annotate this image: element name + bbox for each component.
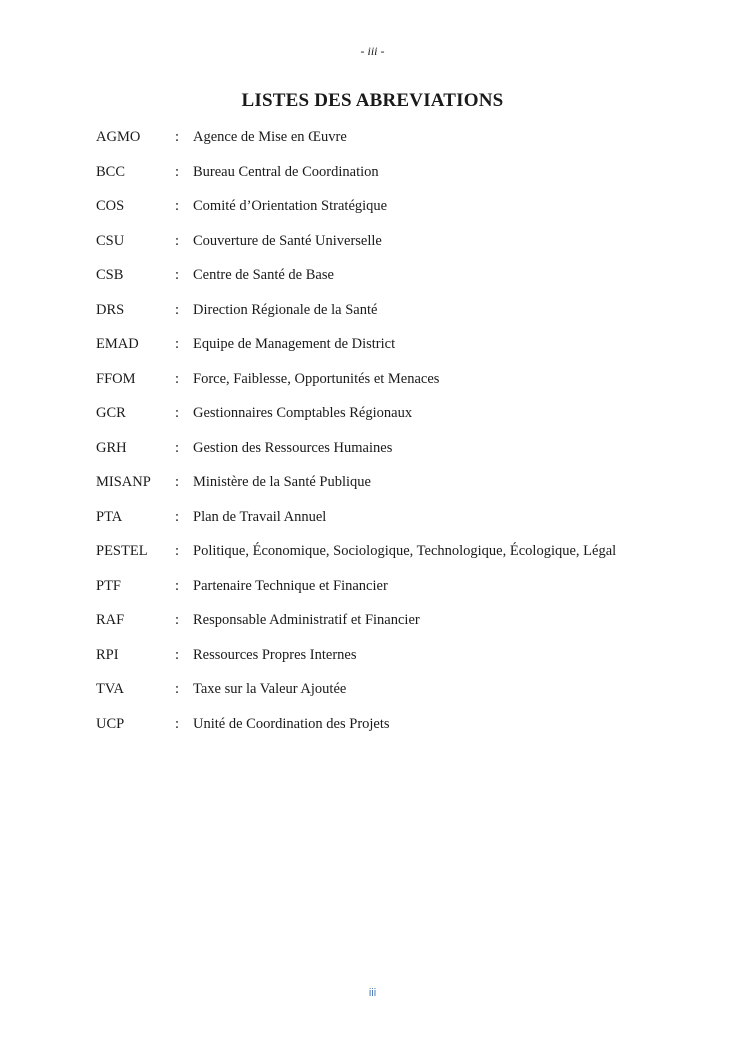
separator: : bbox=[175, 336, 180, 352]
abbreviation-code: CSU bbox=[96, 232, 125, 249]
abbreviation-definition: Ministère de la Santé Publique bbox=[193, 474, 371, 490]
abbreviation-definition: Responsable Administratif et Financier bbox=[193, 612, 420, 628]
separator: : bbox=[175, 612, 180, 628]
separator: : bbox=[175, 198, 180, 214]
separator: : bbox=[175, 232, 180, 249]
page-number-footer: iii bbox=[368, 987, 377, 999]
abbreviation-code: EMAD bbox=[96, 336, 139, 352]
abbreviation-code: PTF bbox=[96, 577, 121, 594]
page-title: LISTES DES ABREVIATIONS bbox=[241, 90, 504, 111]
abbreviation-code: PESTEL bbox=[96, 543, 148, 559]
abbreviation-definition: Comité d’Orientation Stratégique bbox=[193, 198, 388, 214]
list-item bbox=[96, 403, 716, 438]
page-header-marker: - iii - bbox=[360, 44, 385, 58]
list-item bbox=[96, 507, 716, 542]
list-item bbox=[96, 679, 716, 714]
list-item bbox=[96, 162, 716, 197]
abbreviation-code: AGMO bbox=[96, 129, 141, 145]
list-item bbox=[96, 541, 716, 576]
abbreviation-code: GCR bbox=[96, 405, 126, 421]
list-item bbox=[96, 576, 716, 611]
separator: : bbox=[175, 715, 180, 732]
abbreviation-definition: Politique, Économique, Sociologique, Technologique, Écologique, Légal bbox=[193, 543, 617, 559]
separator: : bbox=[175, 508, 180, 525]
abbreviation-definition: Equipe de Management de District bbox=[193, 336, 396, 352]
abbreviation-code: DRS bbox=[96, 301, 125, 318]
separator: : bbox=[175, 370, 180, 387]
abbreviation-code: MISANP bbox=[96, 474, 151, 490]
list-item bbox=[96, 127, 716, 162]
separator: : bbox=[175, 646, 180, 663]
list-item bbox=[96, 645, 716, 680]
separator: : bbox=[175, 267, 180, 283]
separator: : bbox=[175, 405, 180, 421]
separator: : bbox=[175, 129, 180, 145]
abbreviation-definition: Plan de Travail Annuel bbox=[193, 508, 327, 525]
abbreviation-definition: Unité de Coordination des Projets bbox=[193, 715, 390, 732]
abbreviation-definition: Centre de Santé de Base bbox=[193, 267, 334, 283]
separator: : bbox=[175, 474, 180, 490]
list-item bbox=[96, 231, 716, 266]
list-item bbox=[96, 196, 716, 231]
list-item bbox=[96, 265, 716, 300]
separator: : bbox=[175, 681, 180, 697]
abbreviation-code: COS bbox=[96, 198, 125, 214]
separator: : bbox=[175, 543, 180, 559]
abbreviation-code: PTA bbox=[96, 508, 123, 525]
abbreviation-code: UCP bbox=[96, 715, 125, 732]
separator: : bbox=[175, 301, 180, 318]
list-item bbox=[96, 334, 716, 369]
abbreviation-definition: Direction Régionale de la Santé bbox=[193, 301, 378, 318]
abbreviation-definition: Gestion des Ressources Humaines bbox=[193, 439, 393, 456]
separator: : bbox=[175, 439, 180, 456]
list-item bbox=[96, 369, 716, 404]
abbreviation-code: RPI bbox=[96, 646, 119, 663]
separator: : bbox=[175, 577, 180, 594]
list-item bbox=[96, 438, 716, 473]
abbreviation-definition: Bureau Central de Coordination bbox=[193, 163, 379, 180]
list-item bbox=[96, 472, 716, 507]
abbreviation-definition: Taxe sur la Valeur Ajoutée bbox=[193, 681, 347, 697]
abbreviation-definition: Gestionnaires Comptables Régionaux bbox=[193, 405, 413, 421]
list-item bbox=[96, 300, 716, 335]
abbreviation-definition: Partenaire Technique et Financier bbox=[193, 577, 388, 594]
abbreviation-code: BCC bbox=[96, 163, 126, 180]
abbreviation-code: CSB bbox=[96, 267, 124, 283]
abbreviation-definition: Force, Faiblesse, Opportunités et Menaces bbox=[193, 370, 440, 387]
abbreviation-definition: Couverture de Santé Universelle bbox=[193, 232, 382, 249]
abbreviation-definition: Agence de Mise en Œuvre bbox=[193, 129, 347, 145]
abbreviation-definition: Ressources Propres Internes bbox=[193, 646, 357, 663]
abbreviation-code: FFOM bbox=[96, 370, 136, 387]
list-item bbox=[96, 610, 716, 645]
abbreviation-code: GRH bbox=[96, 439, 127, 456]
separator: : bbox=[175, 163, 180, 180]
list-item bbox=[96, 714, 716, 749]
abbreviation-code: TVA bbox=[96, 681, 124, 697]
abbreviation-code: RAF bbox=[96, 612, 125, 628]
abbreviation-list bbox=[96, 127, 716, 748]
